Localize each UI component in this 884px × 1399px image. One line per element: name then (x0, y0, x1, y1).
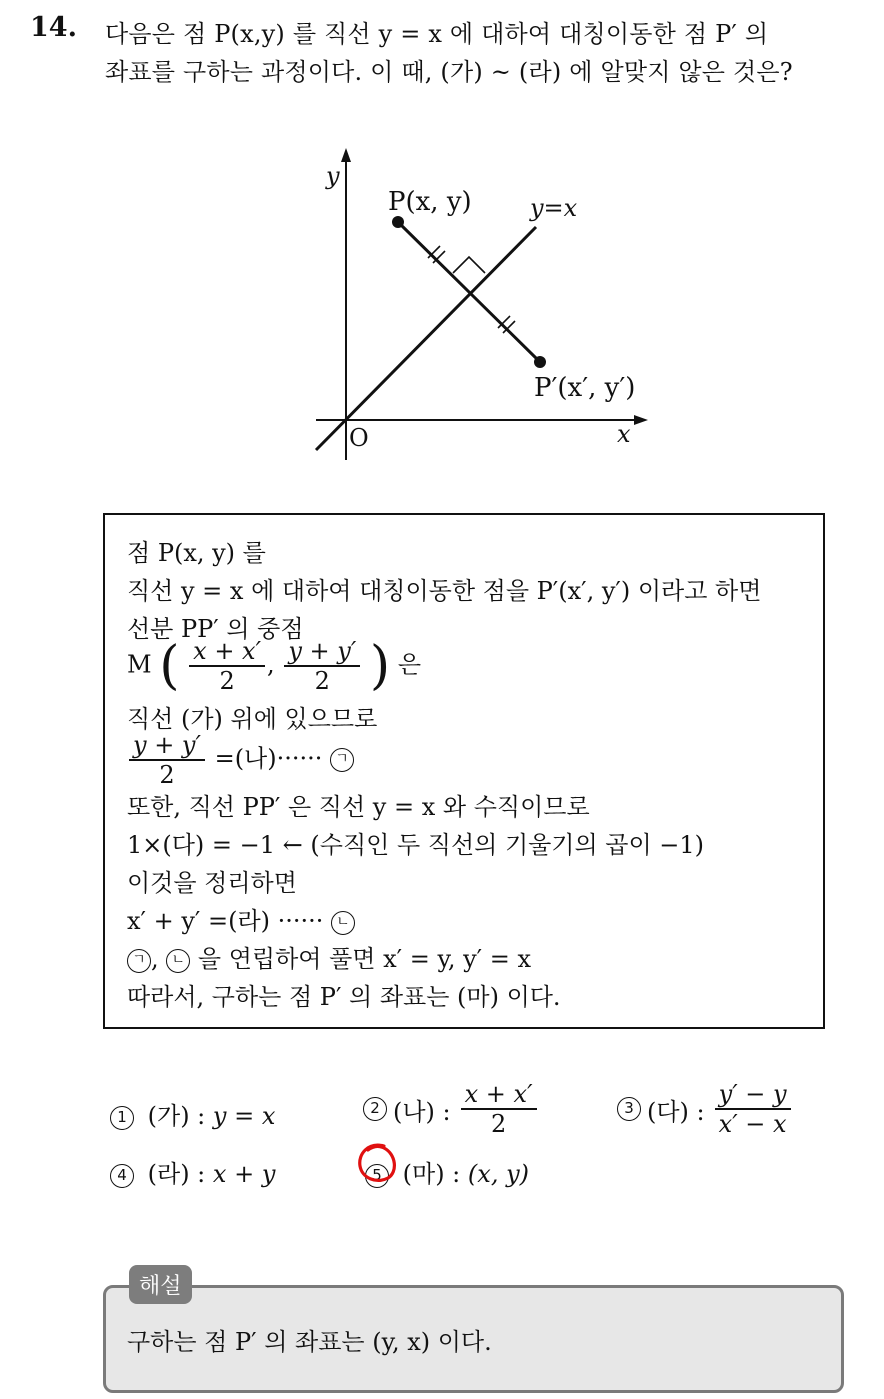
question-text-line-2: 좌표를 구하는 과정이다. 이 때, (가) ~ (라) 에 알맞지 않은 것은? (105, 58, 793, 86)
equal-length-ticks-lower (498, 316, 515, 333)
midpoint-x-numerator: x + x′ (189, 637, 265, 667)
derivation-box (103, 513, 825, 1029)
circled-label-2: ㄴ (331, 911, 355, 935)
equation-1-numerator: y + y′ (129, 731, 205, 761)
question-text-line-1: 다음은 점 P(x,y) 를 직선 y = x 에 대하여 대칭이동한 점 P′ 의 (105, 20, 769, 48)
choice-2-denominator: 2 (490, 1110, 507, 1138)
choice-4[interactable] (110, 1154, 275, 1189)
choice-2-numerator: x + x′ (461, 1080, 537, 1110)
choice-2-label: (나) : (393, 1097, 451, 1126)
choice-1-number: 1 (110, 1106, 134, 1130)
solution-tag: 해설 (129, 1265, 192, 1304)
point-p-prime (534, 356, 546, 368)
equal-length-ticks-upper (428, 246, 445, 263)
midpoint-expression (127, 637, 421, 695)
choice-1-label: (가) : (147, 1102, 206, 1130)
choice-4-answer: x + y (212, 1160, 276, 1188)
box-line-1: 점 P(x, y) 를 (127, 539, 266, 567)
x-axis-label: x (617, 420, 631, 448)
coordinate-figure (300, 140, 660, 470)
equation-1-denominator: 2 (159, 761, 175, 789)
midpoint-label: M (127, 650, 152, 679)
choice-4-number: 4 (110, 1164, 134, 1188)
line-label: y=x (530, 194, 578, 222)
equation-2-text: x′ + y′ =(라) ······ (127, 907, 324, 935)
box-line-12: 따라서, 구하는 점 P′ 의 좌표는 (마) 이다. (127, 983, 561, 1011)
box-line-11-text: 을 연립하여 풀면 x′ = y, y′ = x (197, 945, 531, 973)
origin-label: O (349, 424, 369, 452)
choice-3-denominator: x′ − x (718, 1110, 787, 1138)
equation-2 (127, 901, 355, 936)
point-p-prime-label: P′(x′, y′) (534, 373, 636, 403)
midpoint-y-fraction (284, 637, 360, 695)
x-axis-arrow (634, 415, 648, 425)
choice-5-answer: (x, y) (467, 1160, 529, 1188)
circled-label-1: ㄱ (330, 748, 354, 772)
box-line-5: 직선 (가) 위에 있으므로 (127, 705, 378, 733)
midpoint-comma: , (267, 650, 275, 679)
midpoint-suffix: 은 (397, 650, 422, 679)
equation-1 (127, 731, 354, 789)
choice-3-fraction (715, 1080, 791, 1138)
box-line-9: 이것을 정리하면 (127, 869, 297, 897)
circled-label-1-ref: ㄱ (127, 949, 151, 973)
midpoint-x-denominator: 2 (219, 667, 235, 695)
box-line-11 (127, 939, 531, 974)
choice-3-number: 3 (617, 1097, 641, 1121)
choice-3-label: (다) : (647, 1097, 705, 1126)
y-axis-arrow (341, 148, 351, 162)
point-p (392, 216, 404, 228)
question-number: 14. (30, 12, 77, 43)
right-paren: ) (369, 636, 391, 696)
choice-5-number: 5 (365, 1164, 389, 1188)
box-line-3: 선분 PP′ 의 중점 (127, 615, 304, 643)
line-y-equals-x (316, 227, 536, 450)
answer-mark-icon (354, 1140, 400, 1186)
midpoint-x-fraction (189, 637, 265, 695)
equation-1-fraction (129, 731, 205, 789)
choice-3[interactable] (617, 1080, 793, 1138)
box-line-2: 직선 y = x 에 대하여 대칭이동한 점을 P′(x′, y′) 이라고 하면 (127, 577, 762, 605)
solution-text: 구하는 점 P′ 의 좌표는 (y, x) 이다. (127, 1328, 492, 1356)
point-p-label: P(x, y) (388, 187, 472, 217)
midpoint-y-denominator: 2 (314, 667, 330, 695)
box-line-8: 1×(다) = −1 ← (수직인 두 직선의 기울기의 곱이 −1) (127, 831, 705, 859)
circled-label-2-ref: ㄴ (166, 949, 190, 973)
choice-3-numerator: y′ − y (715, 1080, 791, 1110)
choice-2-number: 2 (363, 1097, 387, 1121)
midpoint-y-numerator: y + y′ (284, 637, 360, 667)
choice-5-label: (마) : (402, 1160, 461, 1188)
choice-1-answer: y = x (212, 1102, 276, 1130)
box-line-7: 또한, 직선 PP′ 은 직선 y = x 와 수직이므로 (127, 793, 590, 821)
equation-1-rest: =(나)······ (214, 744, 323, 773)
choice-2[interactable] (363, 1080, 539, 1138)
right-angle-mark (453, 257, 485, 273)
left-paren: ( (159, 636, 180, 696)
choice-1[interactable] (110, 1096, 275, 1131)
choice-2-fraction (461, 1080, 537, 1138)
choice-4-label: (라) : (147, 1160, 206, 1188)
y-axis-label: y (326, 162, 340, 190)
box-line-11-sep: , (151, 945, 159, 973)
